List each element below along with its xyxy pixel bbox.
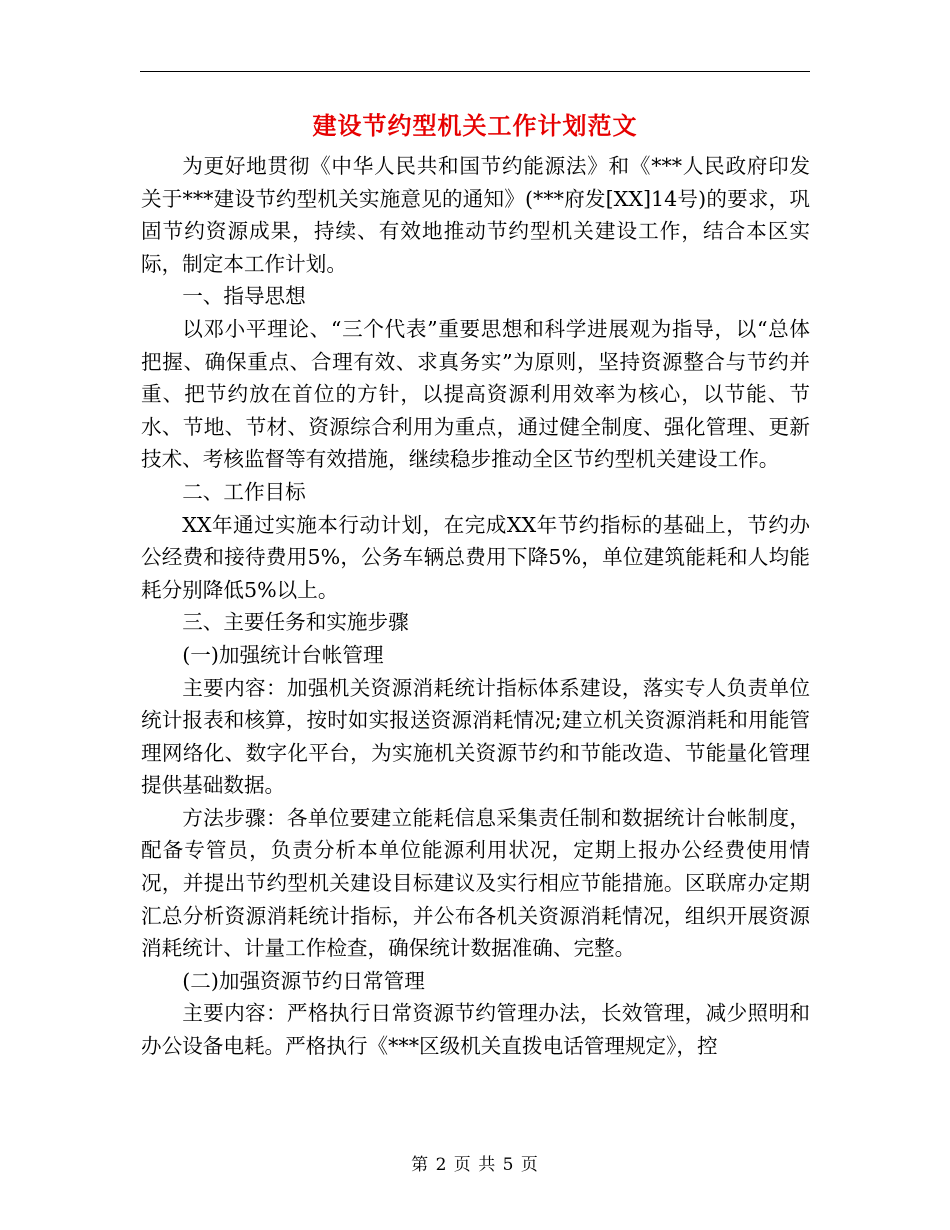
- section-heading-main-tasks: 三、主要任务和实施步骤: [182, 610, 409, 635]
- subsection-heading-statistics: (一)加强统计台帐管理: [182, 642, 384, 667]
- intro-paragraph: 为更好地贯彻《中华人民共和国节约能源法》和《***人民政府印发关于***建设节约型机关实施意见的通知》(***府发[XX]14号)的要求，巩固节约资源成果，持续、有效地推动节约型机关建设工作，结合本区实际，制定本工作计划。: [141, 154, 810, 276]
- statistics-method-paragraph: 方法步骤：各单位要建立能耗信息采集责任制和数据统计台帐制度，配备专管员，负责分析本单位能源利用状况，定期上报办公经费使用情况，并提出节约型机关建设目标建议及实行相应节能措施。区联席办定期汇总分析资源消耗统计指标，并公布各机关资源消耗情况，组织开展资源消耗统计、计量工作检查，确保统计数据准确、完整。: [141, 805, 810, 961]
- subsection-heading-daily-management: (二)加强资源节约日常管理: [182, 968, 425, 993]
- page-number-footer: 第 2 页 共 5 页: [411, 1155, 539, 1175]
- statistics-content-paragraph: 主要内容：加强机关资源消耗统计指标体系建设，落实专人负责单位统计报表和核算，按时如实报送资源消耗情况;建立机关资源消耗和用能管理网络化、数字化平台，为实施机关资源节约和节能改造、节能量化管理提供基础数据。: [141, 675, 810, 798]
- work-goals-paragraph: XX年通过实施本行动计划，在完成XX年节约指标的基础上，节约办公经费和接待费用5%，公务车辆总费用下降5%，单位建筑能耗和人均能耗分别降低5%以上。: [141, 512, 810, 602]
- document-body: [141, 150, 810, 1063]
- header-rule: [140, 71, 810, 72]
- daily-management-content-paragraph: 主要内容：严格执行日常资源节约管理办法，长效管理，减少照明和办公设备电耗。严格执行《***区级机关直拨电话管理规定》，控: [141, 1001, 810, 1059]
- section-heading-work-goals: 二、工作目标: [182, 479, 306, 504]
- section-heading-guiding-thought: 一、指导思想: [182, 284, 306, 309]
- guiding-thought-paragraph: 以邓小平理论、“三个代表”重要思想和科学进展观为指导，以“总体把握、确保重点、合理有效、求真务实”为原则，坚持资源整合与节约并重、把节约放在首位的方针，以提高资源利用效率为核心，以节能、节水、节地、节材、资源综合利用为重点，通过健全制度、强化管理、更新技术、考核监督等有效措施，继续稳步推动全区节约型机关建设工作。: [141, 316, 810, 472]
- document-title: 建设节约型机关工作计划范文: [312, 111, 638, 140]
